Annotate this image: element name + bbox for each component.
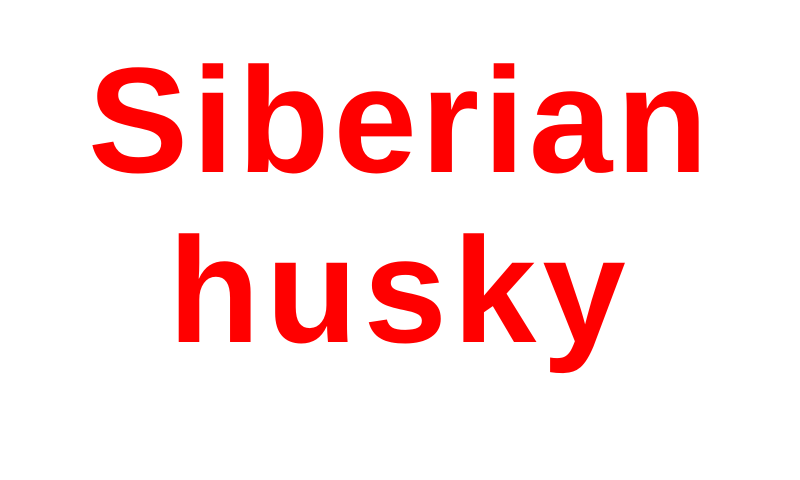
title-line-2: husky [168, 206, 632, 374]
title-line-1: Siberian [88, 36, 712, 204]
